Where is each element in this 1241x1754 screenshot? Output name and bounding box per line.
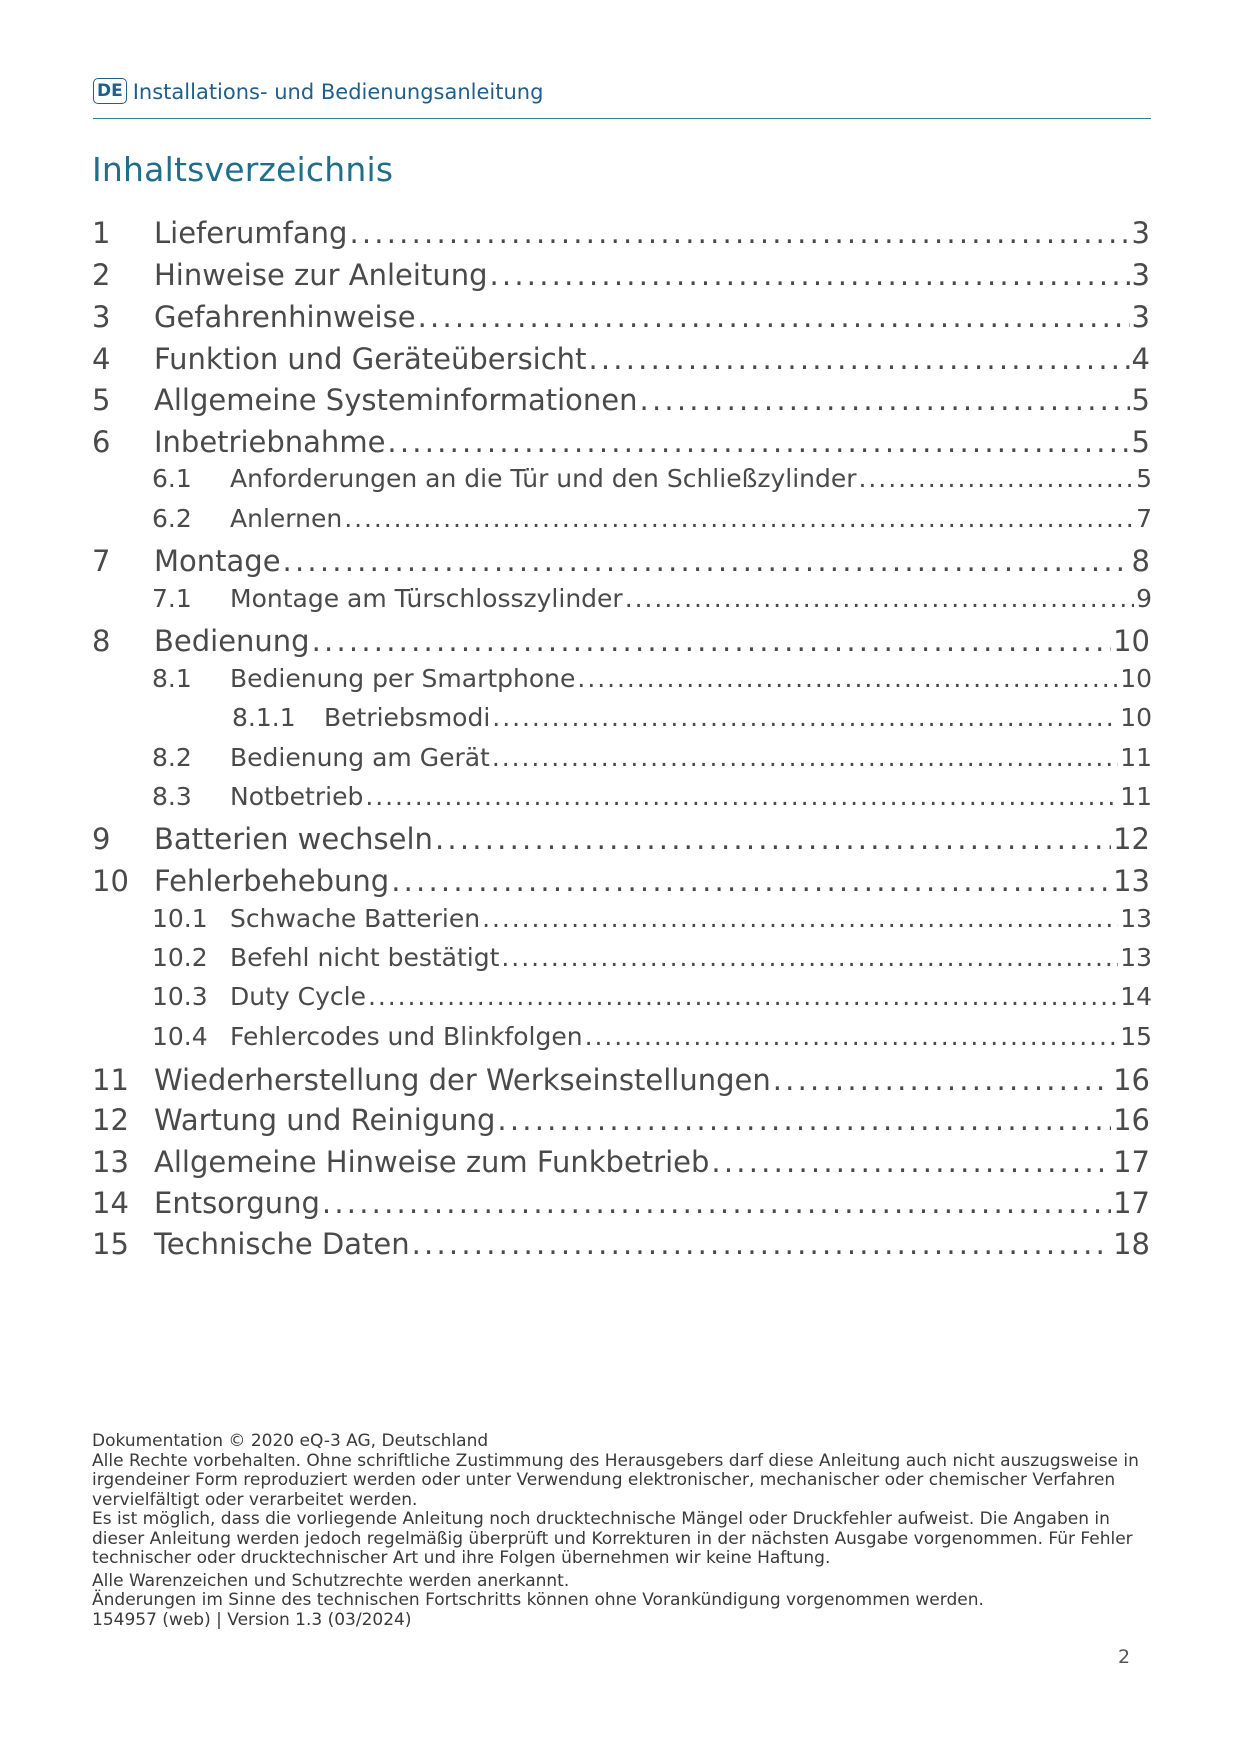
toc-entry-number: 8.1.1 [232, 703, 296, 732]
toc-entry-title: Technische Daten [154, 1227, 410, 1261]
toc-dot-leader [640, 383, 1130, 417]
toc-entry-title: Betriebsmodi [324, 703, 491, 732]
toc-entry[interactable] [152, 664, 1152, 693]
toc-entry-title: Duty Cycle [230, 982, 366, 1011]
page-header [93, 78, 1151, 119]
toc-entry-title: Allgemeine Hinweise zum Funkbetrieb [154, 1145, 710, 1179]
toc-dot-leader [501, 943, 1118, 972]
toc-entry[interactable] [232, 703, 1152, 732]
toc-dot-leader [585, 1022, 1119, 1051]
toc-entry-title: Inbetriebnahme [154, 425, 386, 459]
toc-entry[interactable] [152, 504, 1152, 533]
toc-dot-leader [492, 743, 1118, 772]
toc-dot-leader [391, 864, 1111, 898]
toc-entry-page: 4 [1131, 342, 1150, 376]
toc-entry-page: 10 [1120, 703, 1152, 732]
toc-entry-number: 8.3 [152, 782, 192, 811]
toc-dot-leader [482, 904, 1118, 933]
toc-entry-page: 5 [1136, 464, 1152, 493]
toc-entry-page: 5 [1131, 425, 1150, 459]
toc-entry[interactable] [92, 544, 1150, 578]
language-badge: DE [93, 78, 127, 104]
toc-entry-title: Befehl nicht bestätigt [230, 943, 500, 972]
toc-entry-number: 6.2 [152, 504, 192, 533]
toc-entry-title: Batterien wechseln [154, 822, 433, 856]
footer-disclaimer: Es ist möglich, dass die vorliegende Anleitung noch drucktechnische Mängel oder Druckfehler aufweist. Die Angaben in dieser Anleitung werden jedoch regelmäßig überprüft und Korrekturen in der nächsten Ausgabe vorgenommen. Für Fehler technischer oder drucktechnischer Art und ihre Folgen übernehmen wir keine Haftung. [92, 1509, 1133, 1568]
toc-entry[interactable] [92, 425, 1150, 459]
toc-entry-page: 10 [1120, 664, 1152, 693]
toc-entry[interactable] [92, 624, 1150, 658]
toc-entry-title: Notbetrieb [230, 782, 364, 811]
toc-entry-title: Montage [154, 544, 281, 578]
toc-dot-leader [859, 464, 1135, 493]
toc-entry-page: 13 [1113, 864, 1150, 898]
footer-copyright: Dokumentation © 2020 eQ-3 AG, Deutschland [92, 1431, 489, 1451]
footer-rights: Alle Rechte vorbehalten. Ohne schriftliche Zustimmung des Herausgebers darf diese Anleitung auch nicht auszugsweise in irgendeiner Form reproduziert werden oder unter Verwendung elektronischer, mechanischer oder chemischer Verfahren vervielfältigt oder verarbeitet werden. [92, 1450, 1139, 1510]
toc-entry-title: Hinweise zur Anleitung [154, 258, 488, 292]
toc-entry-number: 8 [92, 624, 111, 658]
toc-dot-leader [497, 1103, 1111, 1137]
document-title: Installations- und Bedienungsanleitung [132, 80, 544, 104]
toc-dot-leader [387, 425, 1129, 459]
toc-entry-page: 18 [1113, 1227, 1150, 1261]
toc-entry-number: 6.1 [152, 464, 192, 493]
toc-entry[interactable] [92, 258, 1150, 292]
toc-entry-number: 7.1 [152, 584, 192, 613]
legal-footer [92, 1432, 1152, 1630]
toc-entry-number: 11 [92, 1063, 129, 1097]
toc-entry-number: 9 [92, 822, 111, 856]
toc-entry-number: 3 [92, 300, 111, 334]
toc-entry-number: 10.3 [152, 982, 208, 1011]
toc-dot-leader [312, 624, 1112, 658]
toc-entry-number: 7 [92, 544, 111, 578]
toc-entry-title: Wartung und Reinigung [154, 1103, 496, 1137]
toc-dot-leader [588, 342, 1129, 376]
toc-entry-title: Entsorgung [154, 1186, 320, 1220]
toc-entry[interactable] [152, 982, 1152, 1011]
toc-entry-page: 16 [1113, 1063, 1150, 1097]
toc-entry[interactable] [92, 864, 1150, 898]
toc-entry-page: 8 [1131, 544, 1150, 578]
toc-entry-title: Fehlerbehebung [154, 864, 390, 898]
toc-dot-leader [322, 1186, 1111, 1220]
toc-dot-leader [492, 703, 1118, 732]
toc-entry-title: Lieferumfang [154, 216, 348, 250]
toc-entry-page: 10 [1113, 624, 1150, 658]
toc-entry-page: 9 [1136, 584, 1152, 613]
toc-entry[interactable] [92, 1063, 1150, 1097]
toc-entry[interactable] [152, 1022, 1152, 1051]
toc-entry-title: Funktion und Geräteübersicht [154, 342, 587, 376]
toc-dot-leader [435, 822, 1111, 856]
footer-trademarks: Alle Warenzeichen und Schutzrechte werden anerkannt. [92, 1570, 570, 1591]
toc-entry-number: 2 [92, 258, 111, 292]
toc-entry-page: 7 [1136, 504, 1152, 533]
toc-entry-number: 8.1 [152, 664, 192, 693]
toc-dot-leader [418, 300, 1130, 334]
toc-entry-title: Bedienung [154, 624, 310, 658]
toc-entry-title: Allgemeine Systeminformationen [154, 383, 638, 417]
toc-entry-title: Anforderungen an die Tür und den Schließzylinder [230, 464, 857, 493]
toc-entry[interactable] [92, 1186, 1150, 1220]
toc-entry-number: 8.2 [152, 743, 192, 772]
toc-entry-page: 13 [1120, 943, 1152, 972]
toc-entry-page: 12 [1113, 822, 1150, 856]
toc-entry-page: 14 [1120, 982, 1152, 1011]
toc-entry-title: Fehlercodes und Blinkfolgen [230, 1022, 583, 1051]
footer-version: 154957 (web) | Version 1.3 (03/2024) [92, 1609, 412, 1630]
toc-entry-page: 11 [1120, 782, 1152, 811]
toc-entry-page: 16 [1113, 1103, 1150, 1137]
toc-entry[interactable] [152, 943, 1152, 972]
toc-dot-leader [773, 1063, 1111, 1097]
toc-entry-number: 5 [92, 383, 111, 417]
page-number: 2 [1118, 1646, 1131, 1668]
toc-dot-leader [577, 664, 1118, 693]
toc-dot-leader [344, 504, 1134, 533]
toc-entry-title: Wiederherstellung der Werkseinstellungen [154, 1063, 771, 1097]
toc-entry-title: Anlernen [230, 504, 343, 533]
toc-entry[interactable] [152, 743, 1152, 772]
toc-entry[interactable] [152, 782, 1152, 811]
toc-entry[interactable] [152, 584, 1152, 613]
toc-entry-number: 12 [92, 1103, 129, 1137]
toc-entry-number: 10 [92, 864, 129, 898]
toc-dot-leader [711, 1145, 1111, 1179]
toc-heading: Inhaltsverzeichnis [92, 150, 394, 189]
footer-changes: Änderungen im Sinne des technischen Fortschritts können ohne Vorankündigung vorgenommen werden. [92, 1590, 984, 1610]
toc-entry-page: 5 [1131, 383, 1150, 417]
toc-dot-leader [625, 584, 1134, 613]
toc-entry-number: 10.2 [152, 943, 208, 972]
toc-entry[interactable] [92, 1145, 1150, 1179]
toc-entry-number: 15 [92, 1227, 129, 1261]
toc-dot-leader [365, 782, 1118, 811]
toc-entry-number: 10.1 [152, 904, 208, 933]
toc-entry[interactable] [152, 904, 1152, 933]
toc-entry-page: 17 [1113, 1145, 1150, 1179]
toc-entry-page: 13 [1120, 904, 1152, 933]
toc-dot-leader [490, 258, 1130, 292]
toc-dot-leader [412, 1227, 1112, 1261]
toc-entry-page: 3 [1131, 300, 1150, 334]
toc-entry[interactable] [92, 383, 1150, 417]
toc-entry-title: Schwache Batterien [230, 904, 481, 933]
toc-entry[interactable] [92, 342, 1150, 376]
toc-entry[interactable] [152, 464, 1152, 493]
toc-entry-number: 14 [92, 1186, 129, 1220]
toc-entry[interactable] [92, 1103, 1150, 1137]
toc-entry-number: 10.4 [152, 1022, 208, 1051]
toc-entry-number: 6 [92, 425, 111, 459]
toc-entry-page: 17 [1113, 1186, 1150, 1220]
toc-dot-leader [368, 982, 1118, 1011]
toc-entry-page: 3 [1131, 216, 1150, 250]
toc-entry-page: 15 [1120, 1022, 1152, 1051]
toc-entry-title: Gefahrenhinweise [154, 300, 416, 334]
toc-entry-page: 11 [1120, 743, 1152, 772]
toc-entry[interactable] [92, 822, 1150, 856]
toc-entry-number: 4 [92, 342, 111, 376]
toc-entry-page: 3 [1131, 258, 1150, 292]
toc-entry[interactable] [92, 1227, 1150, 1261]
toc-entry[interactable] [92, 300, 1150, 334]
toc-entry-title: Montage am Türschlosszylinder [230, 584, 623, 613]
toc-entry[interactable] [92, 216, 1150, 250]
toc-entry-number: 1 [92, 216, 111, 250]
toc-entry-title: Bedienung per Smartphone [230, 664, 576, 693]
toc-entry-title: Bedienung am Gerät [230, 743, 490, 772]
toc-dot-leader [349, 216, 1129, 250]
toc-entry-number: 13 [92, 1145, 129, 1179]
toc-dot-leader [283, 544, 1130, 578]
